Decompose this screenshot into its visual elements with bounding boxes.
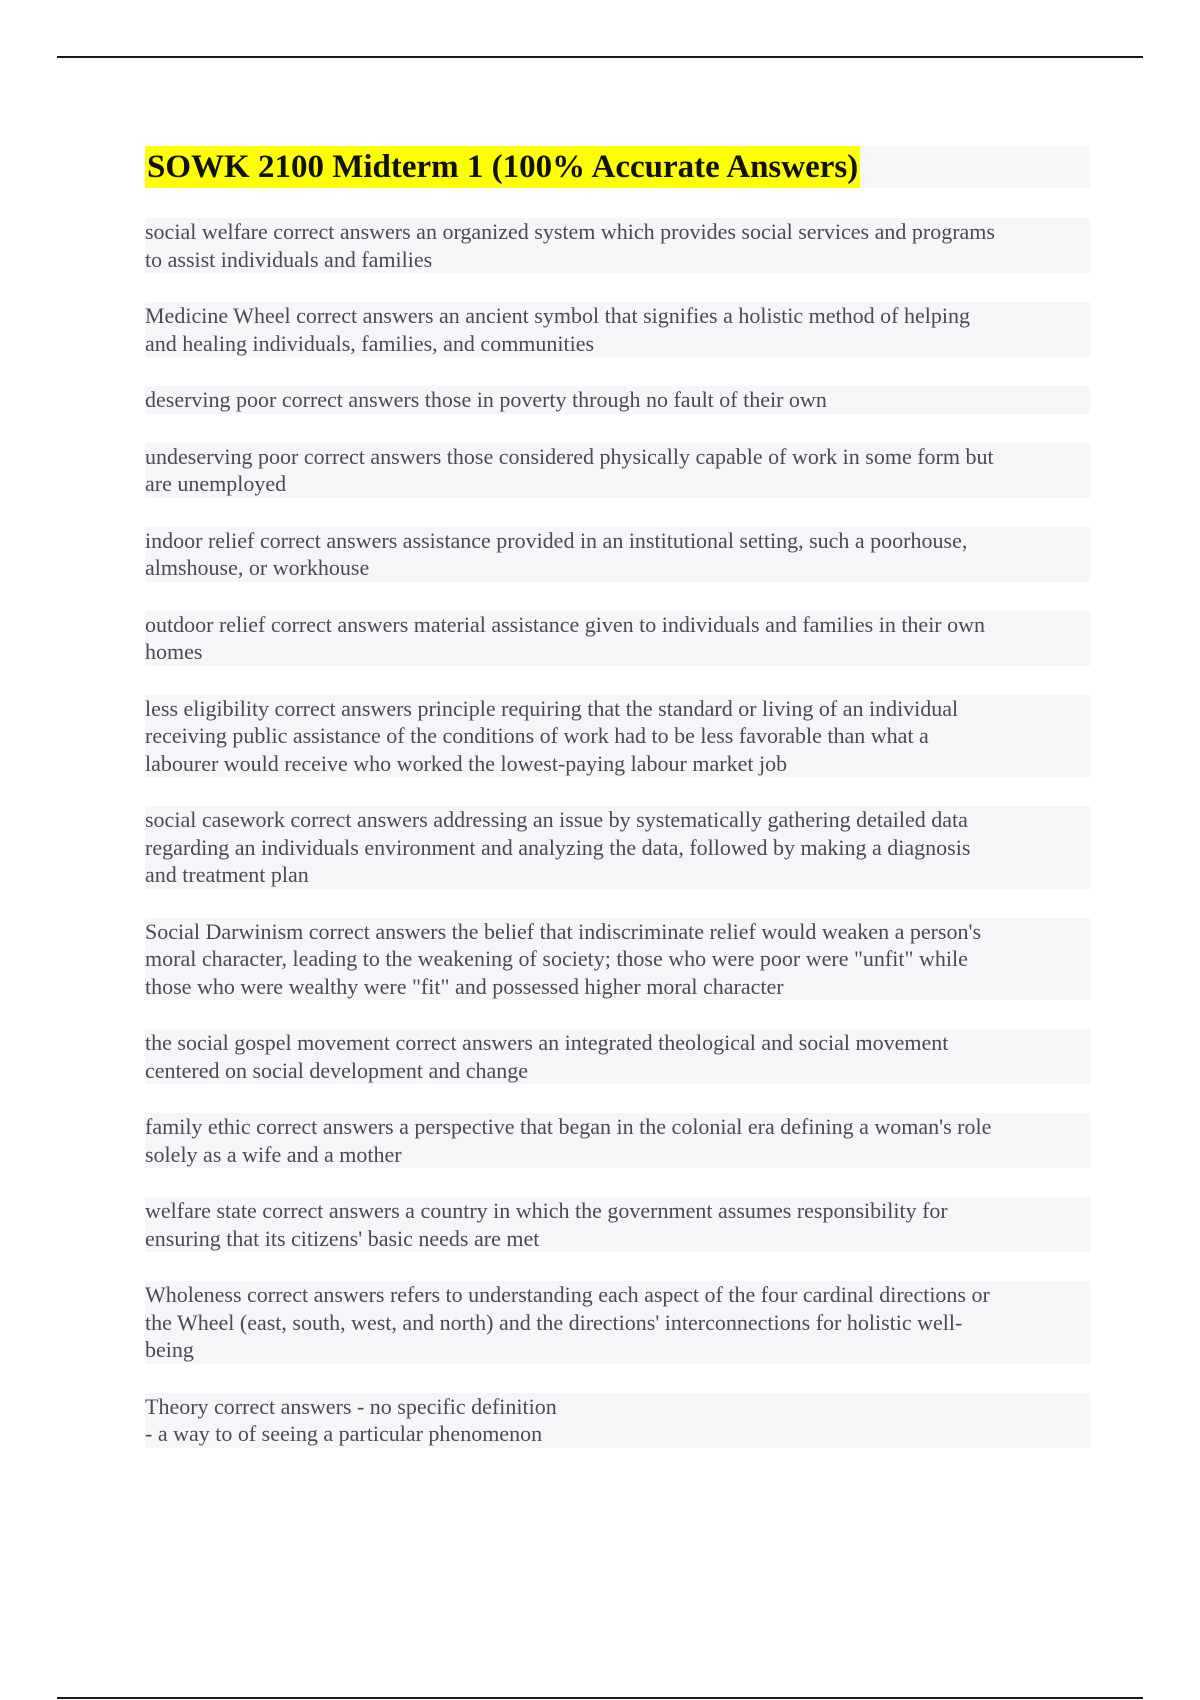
entry-medicine-wheel bbox=[145, 302, 1090, 357]
entry-line: Wholeness correct answers refers to understanding each aspect of the four cardinal directions or bbox=[145, 1281, 1090, 1309]
entry-line: being bbox=[145, 1336, 1090, 1364]
entry-outdoor-relief bbox=[145, 611, 1090, 666]
document-body bbox=[145, 146, 1090, 1477]
entry-line: ensuring that its citizens' basic needs are met bbox=[145, 1225, 1090, 1253]
entry-line: labourer would receive who worked the lowest-paying labour market job bbox=[145, 750, 1090, 778]
entry-theory bbox=[145, 1393, 1090, 1448]
entry-line: welfare state correct answers a country in which the government assumes responsibility for bbox=[145, 1197, 1090, 1225]
entry-wholeness bbox=[145, 1281, 1090, 1364]
entry-line: social welfare correct answers an organized system which provides social services and programs bbox=[145, 218, 1090, 246]
entry-line: those who were wealthy were "fit" and possessed higher moral character bbox=[145, 973, 1090, 1001]
top-rule bbox=[57, 56, 1143, 58]
entry-line: to assist individuals and families bbox=[145, 246, 1090, 274]
entry-undeserving-poor bbox=[145, 443, 1090, 498]
entry-line: the social gospel movement correct answers an integrated theological and social movement bbox=[145, 1029, 1090, 1057]
document-title: SOWK 2100 Midterm 1 (100% Accurate Answers) bbox=[145, 146, 860, 188]
entry-line: regarding an individuals environment and analyzing the data, followed by making a diagnosis bbox=[145, 834, 1090, 862]
entry-social-darwinism bbox=[145, 918, 1090, 1001]
entry-line: less eligibility correct answers principle requiring that the standard or living of an individual bbox=[145, 695, 1090, 723]
entry-social-casework bbox=[145, 806, 1090, 889]
entry-line: Social Darwinism correct answers the belief that indiscriminate relief would weaken a person's bbox=[145, 918, 1090, 946]
entry-line: almshouse, or workhouse bbox=[145, 554, 1090, 582]
entry-social-welfare bbox=[145, 218, 1090, 273]
bottom-rule bbox=[57, 1697, 1143, 1699]
entry-social-gospel bbox=[145, 1029, 1090, 1084]
entry-less-eligibility bbox=[145, 695, 1090, 778]
entry-line: outdoor relief correct answers material assistance given to individuals and families in their own bbox=[145, 611, 1090, 639]
entry-line: Theory correct answers - no specific definition bbox=[145, 1393, 1090, 1421]
entry-line: Medicine Wheel correct answers an ancient symbol that signifies a holistic method of helping bbox=[145, 302, 1090, 330]
entry-line: homes bbox=[145, 638, 1090, 666]
entry-line: indoor relief correct answers assistance provided in an institutional setting, such a poorhouse, bbox=[145, 527, 1090, 555]
entry-line: the Wheel (east, south, west, and north) and the directions' interconnections for holistic well- bbox=[145, 1309, 1090, 1337]
entry-indoor-relief bbox=[145, 527, 1090, 582]
entry-welfare-state bbox=[145, 1197, 1090, 1252]
entry-line: deserving poor correct answers those in poverty through no fault of their own bbox=[145, 386, 1090, 414]
entry-family-ethic bbox=[145, 1113, 1090, 1168]
title-row bbox=[145, 146, 1090, 188]
entry-line: and treatment plan bbox=[145, 861, 1090, 889]
entry-line: receiving public assistance of the conditions of work had to be less favorable than what a bbox=[145, 722, 1090, 750]
entry-line: are unemployed bbox=[145, 470, 1090, 498]
entry-line: social casework correct answers addressing an issue by systematically gathering detailed data bbox=[145, 806, 1090, 834]
entry-line: centered on social development and change bbox=[145, 1057, 1090, 1085]
entry-line: undeserving poor correct answers those considered physically capable of work in some form but bbox=[145, 443, 1090, 471]
entry-deserving-poor bbox=[145, 386, 1090, 414]
entry-line: moral character, leading to the weakening of society; those who were poor were "unfit" while bbox=[145, 945, 1090, 973]
entry-line: solely as a wife and a mother bbox=[145, 1141, 1090, 1169]
entry-line: - a way to of seeing a particular phenomenon bbox=[145, 1420, 1090, 1448]
entry-line: and healing individuals, families, and communities bbox=[145, 330, 1090, 358]
entry-line: family ethic correct answers a perspective that began in the colonial era defining a woman's role bbox=[145, 1113, 1090, 1141]
